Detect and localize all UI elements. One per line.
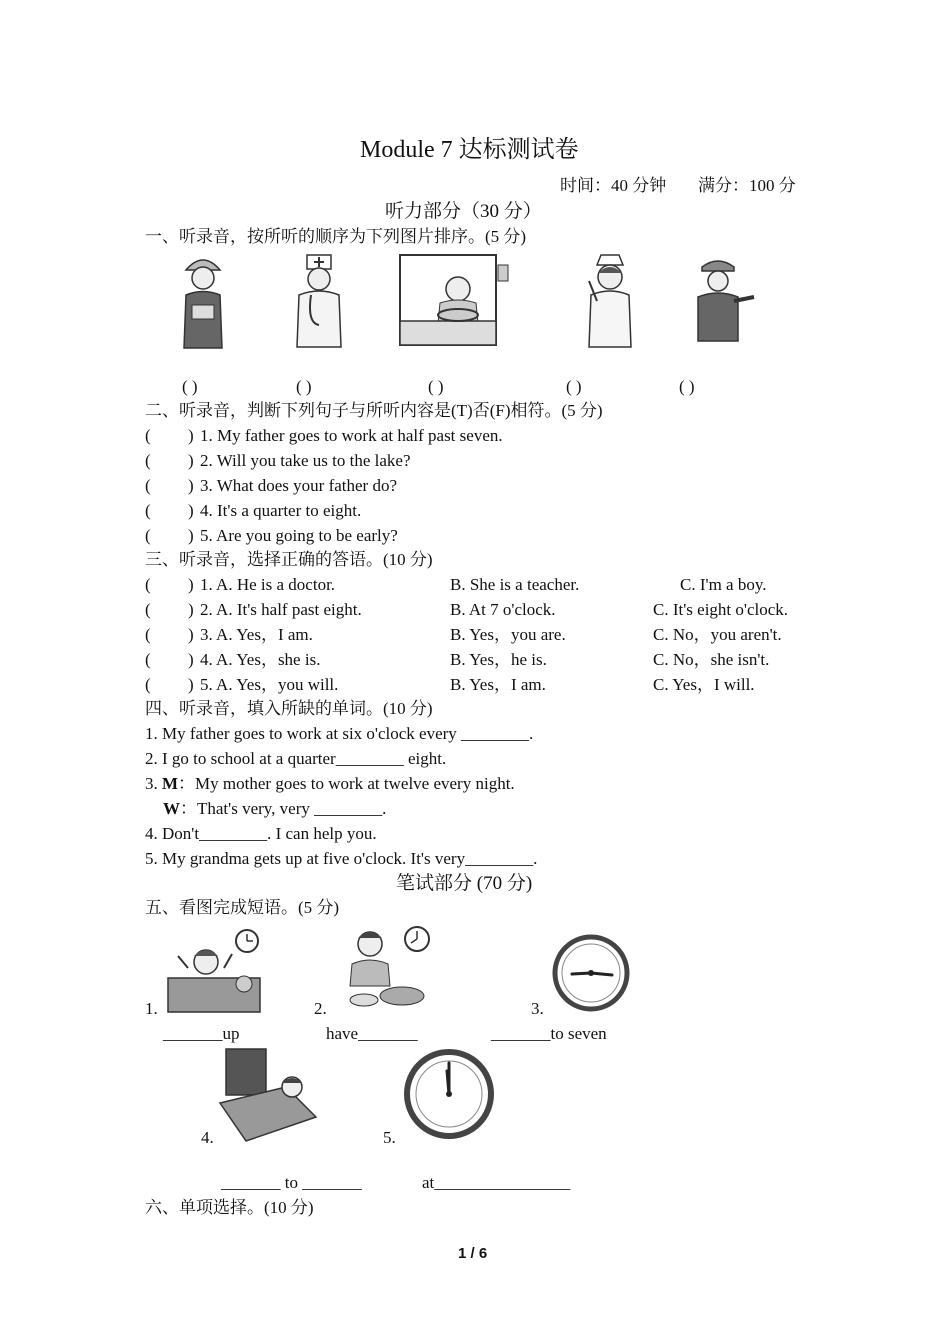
page-title: Module 7 达标测试卷 [360, 137, 579, 163]
option-a: 1. A. He is a doctor. [200, 575, 336, 594]
item-number: 3. [145, 774, 158, 793]
answer-paren-open[interactable]: ( [145, 675, 151, 694]
fill-line-3b[interactable] [163, 799, 386, 819]
option-a: 2. A. It's half past eight. [200, 600, 362, 619]
tf-text: 4. It's a quarter to eight. [200, 501, 362, 520]
tf-text: 5. Are you going to be early? [200, 526, 398, 545]
going-to-bed-picture [216, 1047, 320, 1143]
option-a: 5. A. Yes，you will. [200, 675, 339, 694]
phrase-3[interactable]: _______to seven [491, 1024, 607, 1043]
phrase-5[interactable]: at________________ [422, 1173, 571, 1192]
option-b: B. Yes，he is. [450, 650, 547, 669]
policeman-icon [694, 255, 756, 343]
option-c: C. No，she isn't. [653, 650, 770, 669]
fill-line-1[interactable]: 1. My father goes to work at six o'clock every ________. [145, 724, 534, 743]
time-info: 时间：40 分钟 [560, 176, 667, 195]
picture-number-2: 2. [314, 999, 327, 1018]
answer-paren-close[interactable]: ) [188, 526, 194, 545]
picture-number-3: 3. [531, 999, 544, 1018]
option-b: B. She is a teacher. [450, 575, 580, 594]
speaker-label: W [163, 799, 180, 818]
page-number: 1 / 6 [458, 1245, 488, 1262]
phrase-1[interactable]: _______up [163, 1024, 240, 1043]
order-blank-5[interactable]: ( ) [679, 377, 695, 396]
clock-picture-3 [552, 934, 630, 1012]
doctor-icon [293, 253, 345, 349]
answer-paren-open[interactable]: ( [145, 625, 151, 644]
section-6-heading: 六、单项选择。(10 分) [145, 1198, 314, 1217]
breakfast-picture [342, 924, 438, 1010]
option-c: C. No，you aren't. [653, 625, 782, 644]
picture-number-4: 4. [201, 1128, 214, 1147]
answer-paren-open[interactable]: ( [145, 575, 151, 594]
written-header: 笔试部分 (70 分) [396, 873, 533, 894]
answer-paren-open[interactable]: ( [145, 526, 151, 545]
answer-paren-close[interactable]: ) [188, 625, 194, 644]
answer-paren-open[interactable]: ( [145, 650, 151, 669]
option-c: C. It's eight o'clock. [653, 600, 789, 619]
getting-up-picture [166, 928, 262, 1014]
tf-text: 2. Will you take us to the lake? [200, 451, 411, 470]
answer-paren-open[interactable]: ( [145, 501, 151, 520]
phrase-2[interactable]: have_______ [326, 1024, 418, 1043]
answer-paren-close[interactable]: ) [188, 451, 194, 470]
answer-paren-close[interactable]: ) [188, 600, 194, 619]
fill-line-2[interactable]: 2. I go to school at a quarter________ eight. [145, 749, 447, 768]
dialogue-text: ：That's very, very ________. [180, 799, 387, 818]
section-1-heading: 一、听录音，按所听的顺序为下列图片排序。(5 分) [145, 227, 527, 246]
speaker-label: M [162, 774, 179, 793]
worker-icon [178, 250, 228, 350]
order-blank-1[interactable]: ( ) [182, 377, 198, 396]
option-c: C. I'm a boy. [680, 575, 767, 594]
option-a: 4. A. Yes，she is. [200, 650, 321, 669]
order-blank-4[interactable]: ( ) [566, 377, 582, 396]
answer-paren-close[interactable]: ) [188, 650, 194, 669]
option-b: B. At 7 o'clock. [450, 600, 556, 619]
option-b: B. Yes，I am. [450, 675, 546, 694]
answer-paren-close[interactable]: ) [188, 501, 194, 520]
fill-line-5[interactable]: 5. My grandma gets up at five o'clock. It's very________. [145, 849, 538, 868]
score-info: 满分：100 分 [698, 176, 796, 195]
option-c: C. Yes，I will. [653, 675, 755, 694]
section-3-heading: 三、听录音，选择正确的答语。(10 分) [145, 550, 433, 569]
picture-number-1: 1. [145, 999, 158, 1018]
nurse-icon [583, 251, 637, 349]
answer-paren-open[interactable]: ( [145, 600, 151, 619]
section-4-heading: 四、听录音，填入所缺的单词。(10 分) [145, 699, 433, 718]
driver-icon [398, 253, 510, 349]
clock-picture-5 [404, 1049, 494, 1139]
option-b: B. Yes，you are. [450, 625, 566, 644]
dialogue-text: ：My mother goes to work at twelve every night. [178, 774, 515, 793]
fill-line-4[interactable]: 4. Don't________. I can help you. [145, 824, 377, 843]
option-a: 3. A. Yes，I am. [200, 625, 313, 644]
section-5-heading: 五、看图完成短语。(5 分) [145, 898, 340, 917]
section-2-heading: 二、听录音，判断下列句子与所听内容是(T)否(F)相符。(5 分) [145, 401, 603, 420]
phrase-4[interactable]: _______ to _______ [221, 1173, 362, 1192]
answer-paren-open[interactable]: ( [145, 426, 151, 445]
order-blank-2[interactable]: ( ) [296, 377, 312, 396]
fill-line-3 [145, 774, 515, 794]
answer-paren-open[interactable]: ( [145, 476, 151, 495]
order-blank-3[interactable]: ( ) [428, 377, 444, 396]
answer-paren-close[interactable]: ) [188, 476, 194, 495]
answer-paren-open[interactable]: ( [145, 451, 151, 470]
tf-text: 3. What does your father do? [200, 476, 398, 495]
tf-text: 1. My father goes to work at half past seven. [200, 426, 503, 445]
answer-paren-close[interactable]: ) [188, 675, 194, 694]
picture-number-5: 5. [383, 1128, 396, 1147]
listening-header: 听力部分（30 分） [385, 201, 542, 222]
answer-paren-close[interactable]: ) [188, 426, 194, 445]
answer-paren-close[interactable]: ) [188, 575, 194, 594]
